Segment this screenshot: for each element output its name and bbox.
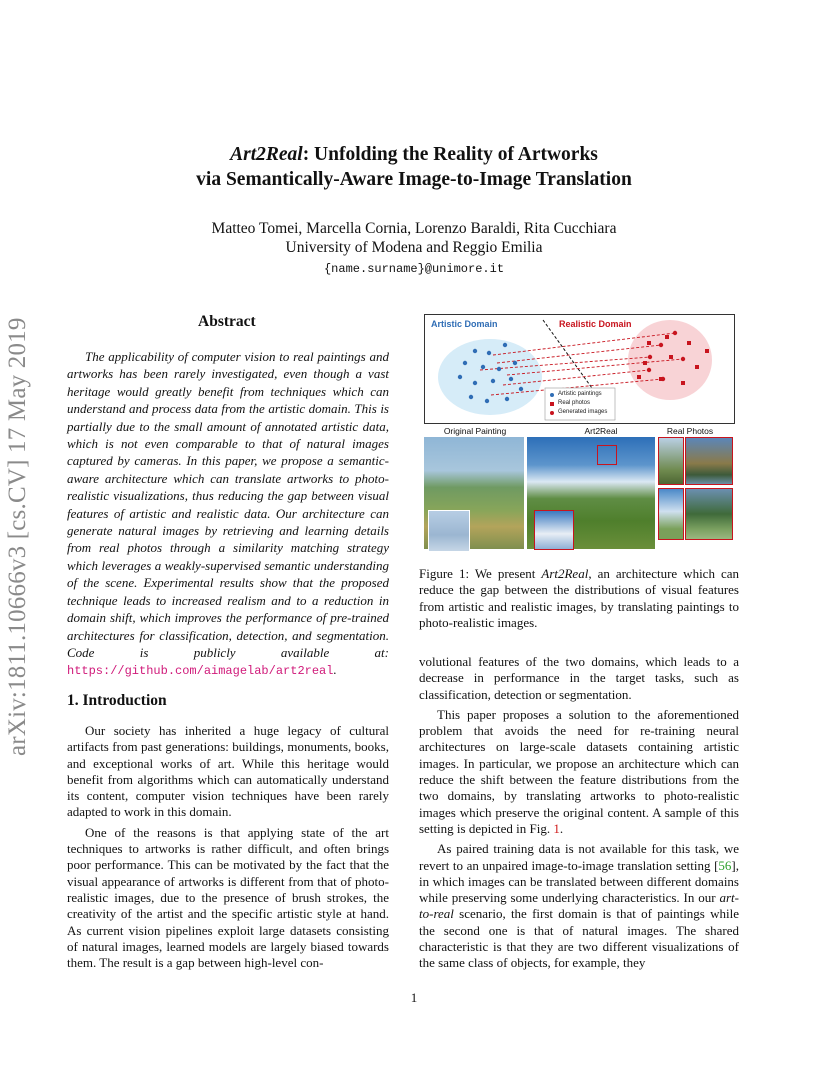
- right-p1-text: This paper proposes a solution to the aforementioned problem that avoids the need for re-training neural architectures on large-scale datasets containing artistic images. In particular, we propose an architecture which can reduce the shift between the feature distributions from the two domains, by translating artworks to photo-realistic images which preserve the original content. A sample of this setting is depicted in Fig.: [419, 706, 739, 836]
- email: {name.surname}@unimore.it: [323, 262, 505, 276]
- title-emphasis: Art2Real: [230, 144, 303, 165]
- legend-generated: Generated images: [558, 409, 608, 415]
- realistic-domain-label: Realistic Domain: [559, 319, 632, 329]
- right-column: [419, 654, 739, 976]
- real-photo-4: [685, 488, 733, 540]
- abstract-text: The applicability of computer vision to real paintings and artworks has been rarely investigated, even though a vast heritage would greatly benefit from techniques which can understand and process data from the artistic domain. This is partially due to the small amount of annotated artistic data, which is not even comparable to that of natural images captured by cameras. In this paper, we propose a semantic-aware architecture which can translate artworks to photo-realistic visualizations, thus reducing the gap between visual features of artistic and realistic data. Our architecture can generate natural images by retrieving and learning details from real photos through a similarity matching strategy which leverages a weakly-supervised semantic understanding of the scene. Experimental results show that the proposed technique leads to increased realism and to a reduction in domain shift, which improves the performance of pre-trained architectures for classification, detection, and segmentation. Code is publicly available at:: [67, 349, 389, 660]
- real-photo-1: [658, 437, 684, 485]
- real-photo-3: [658, 488, 684, 540]
- right-paragraph-0: volutional features of the two domains, which leads to a decrease in performance in the target tasks, such as classification, detection or segmentation.: [419, 654, 739, 702]
- figure-caption: [419, 566, 739, 631]
- title-line2: via Semantically-Aware Image-to-Image Translation: [196, 169, 632, 190]
- art2real-highlight-box: [597, 445, 617, 465]
- painting-inset-image: [428, 510, 470, 552]
- caption-rest: , an architecture which can reduce the gap between the distributions of visual features from artistic and realistic images, by translating paintings to photo-realistic images.: [419, 566, 739, 630]
- figure-ref-link[interactable]: 1: [553, 820, 560, 836]
- label-original-painting: Original Painting: [443, 426, 507, 436]
- title-line1: : Unfolding the Reality of Artworks: [302, 144, 598, 165]
- code-link[interactable]: https://github.com/aimagelab/art2real: [67, 664, 334, 679]
- right-p2-text-b: ], in which images can be translated between different domains while preserving some underlying characteristics. In our: [419, 857, 739, 906]
- page-number: 1: [410, 990, 418, 1005]
- abstract-end: .: [333, 662, 337, 678]
- legend-real: Real photos: [558, 400, 591, 406]
- right-p2-emphasis: art-to-real: [419, 890, 739, 922]
- citation-link[interactable]: 56: [718, 857, 732, 873]
- authors: Matteo Tomei, Marcella Cornia, Lorenzo Baraldi, Rita Cucchiara: [211, 220, 617, 237]
- realistic-domain-region: [628, 320, 712, 400]
- artistic-domain-label: Artistic Domain: [431, 319, 498, 329]
- right-p2-text-c: scenario, the first domain is that of paintings while the second one is that of natural images. The shared characteristic is that they are two different visualizations of the same class of objects, for example, they: [419, 906, 739, 971]
- caption-emphasis: Art2Real: [541, 566, 589, 581]
- abstract-heading: Abstract: [198, 313, 256, 330]
- arxiv-stamp: arXiv:1811.10666v3 [cs.CV] 17 May 2019: [4, 317, 31, 756]
- intro-left-column: [67, 723, 389, 975]
- right-paragraph-2: [419, 841, 739, 971]
- right-paragraph-1: [419, 707, 739, 837]
- artistic-domain-region: [438, 339, 542, 415]
- affiliation: University of Modena and Reggio Emilia: [285, 239, 543, 256]
- label-real-photos: Real Photos: [666, 426, 714, 436]
- caption-prefix: Figure 1: We present: [419, 566, 542, 581]
- label-art2real: Art2Real: [584, 426, 618, 436]
- real-photo-2: [685, 437, 733, 485]
- intro-paragraph-1: Our society has inherited a huge legacy of cultural artifacts from past generations: buildings, monuments, books, and exceptional works of art. While this heritage would benefit from algorithms which can automatically understand its content, computer vision techniques have been rarely adapted to work in this domain.: [67, 723, 389, 820]
- legend-artistic: Artistic paintings: [558, 391, 602, 397]
- legend: [558, 390, 607, 417]
- paper-title: [0, 142, 828, 192]
- intro-paragraph-2: One of the reasons is that applying state of the art techniques to artworks is rather difficult, and often brings poor performance. This can be motivated by the fact that the visual appearance of artworks is different from that of photo-realistic images, due to the presence of brush strokes, the creativity of the artist and the specific artistic style at hand. As current vision pipelines exploit large datasets consisting of natural images, learned models are largely biased towards them. The result is a gap between high-level con-: [67, 824, 389, 971]
- abstract-body: [67, 348, 389, 681]
- right-p2-text-a: As paired training data is not available for this task, we revert to an unpaired image-to-image translation setting [: [419, 841, 739, 873]
- intro-heading: 1. Introduction: [67, 692, 167, 709]
- domain-diagram: [424, 314, 735, 424]
- art2real-inset-image: [534, 510, 574, 550]
- right-p1-end: .: [559, 820, 564, 836]
